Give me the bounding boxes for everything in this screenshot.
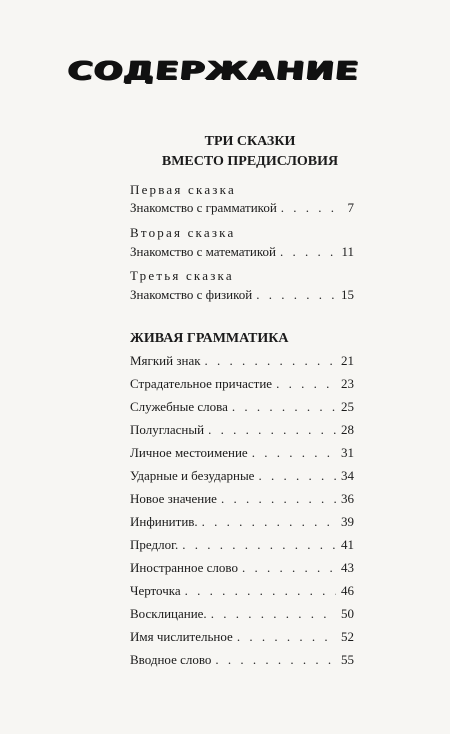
section-title-line1: ТРИ СКАЗКИ bbox=[204, 134, 296, 149]
toc-entry[interactable] bbox=[130, 513, 354, 531]
toc-entry[interactable] bbox=[130, 628, 354, 646]
dot-leader bbox=[182, 536, 336, 554]
toc-entry-page: 25 bbox=[341, 399, 354, 414]
story-label: Первая сказка bbox=[130, 182, 236, 197]
section-title-line2: ВМЕСТО ПРЕДИСЛОВИЯ bbox=[161, 154, 339, 169]
toc-entry[interactable] bbox=[130, 375, 354, 393]
toc-entry-title: Знакомство с грамматикой bbox=[130, 200, 277, 215]
dot-leader bbox=[280, 243, 336, 261]
section-title: ЖИВАЯ ГРАММАТИКА bbox=[130, 331, 289, 346]
toc-entry-page: 15 bbox=[341, 287, 354, 302]
toc-entry-page: 43 bbox=[341, 560, 354, 575]
toc-entry-page: 41 bbox=[341, 537, 354, 552]
toc-entry-title: Мягкий знак bbox=[130, 353, 201, 368]
toc-entry-title: Знакомство с математикой bbox=[130, 244, 276, 259]
toc-entry-title: Личное местоимение bbox=[130, 445, 248, 460]
dot-leader bbox=[221, 490, 336, 508]
toc-entry-page: 21 bbox=[341, 353, 354, 368]
dot-leader bbox=[211, 605, 336, 623]
contents-heading: СОДЕРЖАНИЕ bbox=[66, 56, 362, 85]
dot-leader bbox=[281, 199, 336, 217]
toc-entry-page: 31 bbox=[341, 445, 354, 460]
toc-entry-title: Восклицание. bbox=[130, 606, 207, 621]
dot-leader bbox=[242, 559, 336, 577]
toc-entry[interactable] bbox=[130, 398, 354, 416]
toc-entry[interactable] bbox=[130, 243, 354, 261]
toc-entry-title: Ударные и безударные bbox=[130, 468, 255, 483]
toc-entry[interactable] bbox=[130, 467, 354, 485]
toc-entry-page: 50 bbox=[341, 606, 354, 621]
toc-entry[interactable] bbox=[130, 490, 354, 508]
toc-entry-page: 28 bbox=[341, 422, 354, 437]
dot-leader bbox=[276, 375, 336, 393]
toc-entry[interactable] bbox=[130, 444, 354, 462]
toc-entry-page: 46 bbox=[341, 583, 354, 598]
toc-entry-title: Черточка bbox=[130, 583, 181, 598]
toc-entry-page: 55 bbox=[341, 652, 354, 667]
toc-entry[interactable] bbox=[130, 582, 354, 600]
dot-leader bbox=[208, 421, 336, 439]
toc-entry-page: 7 bbox=[347, 200, 354, 215]
story-label: Вторая сказка bbox=[130, 225, 236, 240]
toc-entry[interactable] bbox=[130, 421, 354, 439]
toc-entry-title: Вводное слово bbox=[130, 652, 212, 667]
dot-leader bbox=[205, 352, 336, 370]
toc-entry-title: Страдательное причастие bbox=[130, 376, 273, 391]
dot-leader bbox=[256, 286, 336, 304]
dot-leader bbox=[232, 398, 336, 416]
dot-leader bbox=[215, 651, 336, 669]
toc-entry-title: Предлог. bbox=[130, 537, 179, 552]
toc-entry-page: 52 bbox=[341, 629, 354, 644]
toc-entry[interactable] bbox=[130, 605, 354, 623]
toc-entry-title: Инфинитив. bbox=[130, 514, 198, 529]
toc-entry[interactable] bbox=[130, 352, 354, 370]
toc-entry-title: Знакомство с физикой bbox=[130, 287, 253, 302]
toc-entry[interactable] bbox=[130, 286, 354, 304]
toc-entry-page: 39 bbox=[341, 514, 354, 529]
dot-leader bbox=[252, 444, 336, 462]
dot-leader bbox=[202, 513, 336, 531]
toc-entry[interactable] bbox=[130, 199, 354, 217]
toc-entry[interactable] bbox=[130, 651, 354, 669]
toc-entry-title: Служебные слова bbox=[130, 399, 228, 414]
dot-leader bbox=[237, 628, 336, 646]
toc-entry-page: 23 bbox=[341, 376, 354, 391]
toc-entry-title: Полугласный bbox=[130, 422, 205, 437]
toc-entry-title: Иностранное слово bbox=[130, 560, 238, 575]
toc-entry[interactable] bbox=[130, 536, 354, 554]
toc-entry-title: Новое значение bbox=[130, 491, 217, 506]
toc-entry-page: 11 bbox=[341, 244, 354, 259]
story-label: Третья сказка bbox=[130, 268, 234, 283]
toc-entry[interactable] bbox=[130, 559, 354, 577]
dot-leader bbox=[185, 582, 336, 600]
toc-entry-page: 34 bbox=[341, 468, 354, 483]
toc-entry-page: 36 bbox=[341, 491, 354, 506]
dot-leader bbox=[258, 467, 336, 485]
toc-entry-title: Имя числительное bbox=[130, 629, 233, 644]
